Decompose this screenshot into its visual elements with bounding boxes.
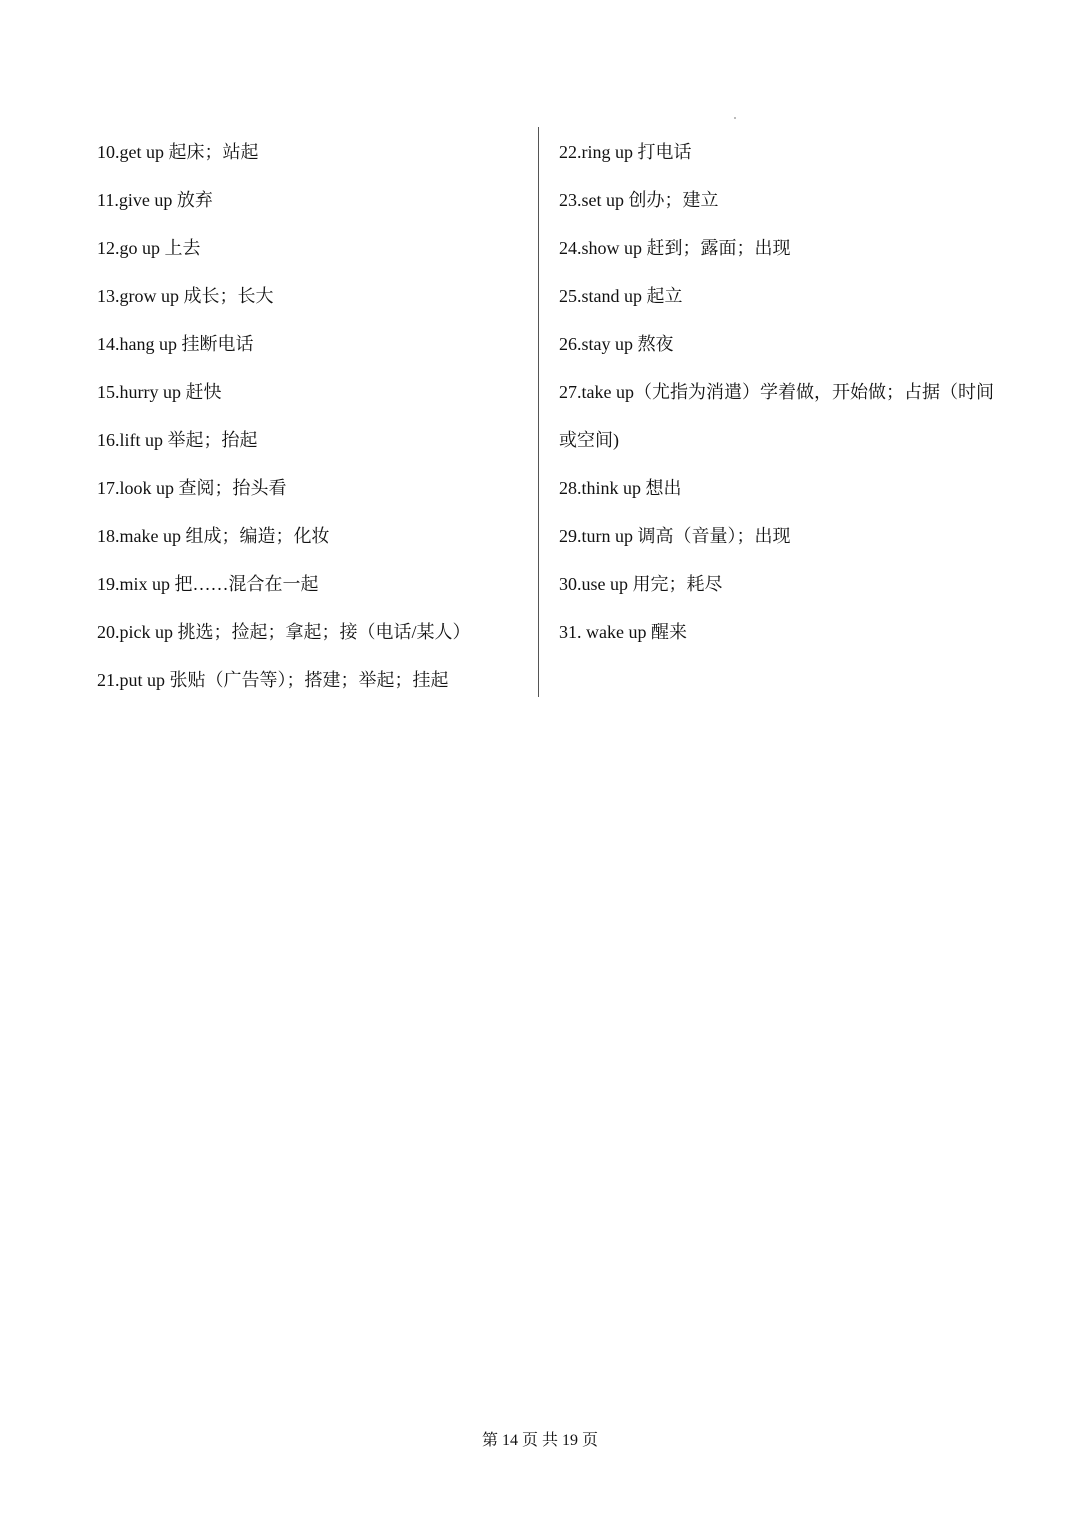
list-item: 12.go up 上去 (97, 238, 201, 258)
list-item: 17.look up 查阅；抬头看 (97, 478, 287, 498)
list-item: 13.grow up 成长；长大 (97, 286, 274, 306)
list-item: 28.think up 想出 (559, 478, 682, 498)
list-item: 27.take up（尤指为消遣）学着做，开始做；占据（时间或空间) (559, 382, 994, 450)
list-item: 10.get up 起床；站起 (97, 142, 259, 162)
list-item: 24.show up 赶到；露面；出现 (559, 238, 791, 258)
list-item: 26.stay up 熬夜 (559, 334, 674, 354)
list-item: 20.pick up 挑选；捡起；拿起；接（电话/某人） (97, 622, 471, 642)
list-item: 14.hang up 挂断电话 (97, 334, 254, 354)
list-item: 15.hurry up 赶快 (97, 382, 222, 402)
list-item: 22.ring up 打电话 (559, 142, 692, 162)
list-item: 21.put up 张贴（广告等）；搭建；举起；挂起 (97, 670, 449, 690)
list-item: 11.give up 放弃 (97, 190, 213, 210)
list-item: 30.use up 用完；耗尽 (559, 574, 723, 594)
list-item: 29.turn up 调高（音量）；出现 (559, 526, 791, 546)
scan-speck (734, 117, 736, 119)
list-item: 19.mix up 把……混合在一起 (97, 574, 319, 594)
right-column (559, 128, 999, 656)
list-item: 23.set up 创办；建立 (559, 190, 719, 210)
list-item: 25.stand up 起立 (559, 286, 683, 306)
page-number-footer: 第 14 页 共 19 页 (481, 1432, 598, 1449)
left-column (97, 128, 527, 704)
column-divider (538, 127, 539, 697)
list-item: 31. wake up 醒来 (559, 622, 687, 642)
list-item: 16.lift up 举起；抬起 (97, 430, 258, 450)
list-item: 18.make up 组成；编造；化妆 (97, 526, 330, 546)
